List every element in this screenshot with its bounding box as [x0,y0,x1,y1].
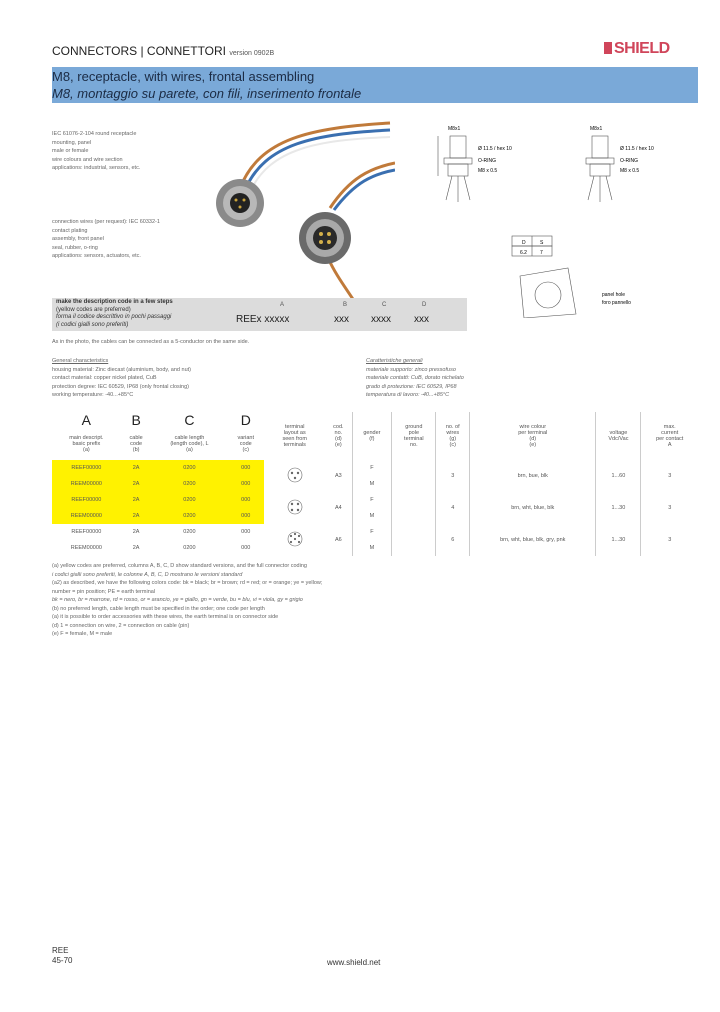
cell [392,460,436,492]
pin-layout-icon [280,496,310,518]
intro-line: male or female [52,148,89,154]
cell: 000 [241,545,251,551]
cell: 2A [132,545,140,551]
code-letter: B [343,302,348,308]
cell: REEF00000 [52,460,121,476]
cell: REEF00000 [71,529,102,535]
brand-logo [604,40,670,58]
drawing-label: Ø 11.5 / hex 10 [478,146,512,152]
cell: 000 [227,460,264,476]
title-band [52,67,698,103]
cell: 0200 [183,529,196,535]
intro-line: IEC 61076-2-104 round receptacle [52,131,137,137]
intro-line: connection wires (per request): IEC 60332-1 [52,219,160,225]
page-title [52,44,274,58]
panel-hole-label: foro pannello [602,300,631,306]
cell: REEM00000 [52,508,121,524]
footer-left [52,946,72,966]
general-line: contact material: copper nickel plated, CuB [52,375,157,381]
col-head: voltage Vdc/Vac [596,412,641,460]
pin-layout [264,460,325,492]
cell: REEM00000 [70,545,102,551]
footnote: (e) F = female, M = male [52,631,113,637]
cell: 1...30 [596,524,641,556]
table-row [52,460,698,476]
cell: A4 [335,505,342,511]
col-head: terminal layout as seen from terminals [282,424,307,448]
spec-table [52,412,698,556]
intro-line: mounting, panel [52,139,92,146]
code-description [56,299,173,329]
code-desc-en2: (yellow codes are preferred) [56,306,131,313]
code-desc-it2: (i codici gialli sono preferiti) [56,321,129,328]
code-part: xxxx [371,314,391,325]
intro-line: wire colours and wire section [52,156,123,163]
general-left [52,357,352,400]
cell: 3 [641,492,698,524]
cell: 4 [436,492,470,524]
general-line: protection degree: IEC 60529, IP68 (only frontal closing) [52,383,189,390]
general-line: materiale contatti: CuB, dorato nichelato [366,375,464,381]
dim-table-value: 6.2 [520,250,527,256]
footnote: (a2) as described, we have the following colors code: bk = black; br = brown; rd = red; or = orange; ye = yellow; [52,580,323,586]
cell: 0200 [152,508,228,524]
cell: F [352,524,392,540]
panel-hole-label: panel hole [602,292,626,298]
code-part: xxx [414,314,429,325]
cell: 2A [132,529,140,535]
cell: 2A [121,508,152,524]
dim-table-head: D [522,240,526,246]
intro-block [52,130,197,173]
footnote: (a) it is possible to order accessories with these wires, the earth terminal is on connector side [52,614,279,620]
cell [392,492,436,524]
cell: 1...60 [596,460,641,492]
col-head: ground pole terminal no. [392,412,436,460]
pin-layout [264,492,325,524]
cell: 6 [436,524,470,556]
col-head: cable length (length code), L (a) [170,435,209,453]
col-head: no. of wires (g) (c) [436,412,470,460]
general-right [366,357,686,400]
col-head: wire colour per terminal (d) (e) [470,412,596,460]
cell: 000 [227,476,264,492]
cell: F [352,460,392,476]
general-line: housing material: Zinc diecast (aluminium, body, and nut) [52,366,191,373]
intro-line: seal, rubber, o-ring [52,244,98,251]
cell: brn, bue, blk [470,460,596,492]
code-letter: C [382,302,387,308]
col-letter: A [81,412,92,428]
code-desc-en: make the description code in a few steps [56,299,173,305]
technical-drawings [420,118,700,318]
footnote: (b) no preferred length, cable length must be specified in the order; one code per length [52,605,265,612]
drawing-label: O-RING [478,158,497,164]
footnotes [52,562,692,639]
footnote: number = pin position; PE = earth terminal [52,588,156,595]
cell: 0200 [183,545,196,551]
drawing-label: Ø 11.5 / hex 10 [620,146,654,152]
footer-page: 45-70 [52,956,73,965]
general-line: working temperature: -40...+85°C [52,392,134,398]
drawing-label: M8x1 [448,126,461,132]
cell: 3 [436,460,470,492]
footer-brand: REE [52,946,69,955]
cell: A6 [335,537,342,543]
cell: 000 [227,508,264,524]
cell: REEM00000 [52,476,121,492]
col-head: gender (f) [352,412,392,460]
code-part: xxx [334,314,349,325]
code-letter: A [280,302,285,308]
footer-url[interactable]: www.shield.net [327,958,381,967]
dim-table-value: 7 [540,250,543,256]
col-head: cod. no. (d) (e) [333,424,344,448]
pin-layout-icon [280,464,310,486]
cell: A3 [335,473,342,479]
col-letter: D [240,412,251,428]
col-letter: C [184,412,195,428]
col-letter: B [131,412,141,428]
cell: 0200 [152,492,228,508]
cell: REEF00000 [52,492,121,508]
drawing-label: M8x1 [590,126,603,132]
general-line: grado di protezione: IEC 60529, IP68 [366,383,457,390]
drawing-label: M8 x 0.5 [478,168,498,174]
intro-block-2 [52,218,212,261]
cell: M [352,476,392,492]
cell: 2A [121,492,152,508]
header-version: version 0902B [229,50,275,57]
logo-text: SHIELD [614,40,670,57]
pin-layout-icon [280,528,310,550]
drawing-label: M8 x 0.5 [620,168,640,174]
cell: 0200 [152,476,228,492]
drawing-label: O-RING [620,158,639,164]
intro-line: assembly, front panel [52,236,104,242]
product-photo [200,118,395,310]
code-desc-it: forma il codice descrittivo in pochi passaggi [56,314,172,320]
cell: 000 [227,492,264,508]
footnote: (a) yellow codes are preferred, columns A, B, C, D show standard versions, and the full connector coding [52,563,307,569]
cell [392,524,436,556]
cell: F [352,492,392,508]
table-row [52,492,698,508]
table-letter-row [52,412,698,428]
cell: 1...30 [596,492,641,524]
col-head: cable code (b) [129,435,143,453]
footnote: bk = nero, br = marrone, rd = rosso, or = arancio, ye = giallo, gn = verde, bu = blu, vi = viola, gy = grigio [52,597,303,603]
title-it: M8, montaggio su parete, con fili, inserimento frontale [52,86,362,101]
cell: M [352,508,392,524]
intro-line: applications: sensors, actuators, etc. [52,253,141,259]
col-head: max. current per contact A [641,412,698,460]
code-part: REEx xxxxx [236,314,290,325]
cell: brn, wht, blue, blk [470,492,596,524]
intro-line: contact plating [52,227,88,234]
general-heading-it: Caratteristiche generali [366,358,423,364]
intro-line: applications: industrial, sensors, etc. [52,165,141,171]
cell: 2A [121,476,152,492]
pin-layout [264,524,325,556]
title-en: M8, receptacle, with wires, frontal assembling [52,69,315,84]
dim-table-head: S [540,240,544,246]
cell: 0200 [152,460,228,476]
general-heading: General characteristics [52,358,109,364]
cell: M [352,540,392,556]
general-line: materiale supporto: zinco pressofuso [366,366,456,373]
code-letter: D [422,302,427,308]
header-title: CONNECTORS | CONNETTORI [52,44,227,58]
col-head: variant code (c) [237,435,255,453]
col-head: main descript. basic prefix (a) [69,435,104,453]
pre-note: As in the photo, the cables can be connected as a 5-conductor on the same side. [52,339,250,345]
logo-icon [604,42,612,54]
cell: 3 [641,524,698,556]
footnote: (d) 1 = connection on wire, 2 = connection on cable (pin) [52,622,190,629]
cell: 000 [241,529,251,535]
cell: 2A [121,460,152,476]
general-line: temperatura di lavoro: -40...+85°C [366,392,450,398]
table-row [52,524,698,540]
cell: 3 [641,460,698,492]
cell: brn, wht, blue, blk, gry, pnk [470,524,596,556]
footnote: i codici gialli sono preferiti, le colonne A, B, C, D mostrano le versioni standard [52,571,243,578]
